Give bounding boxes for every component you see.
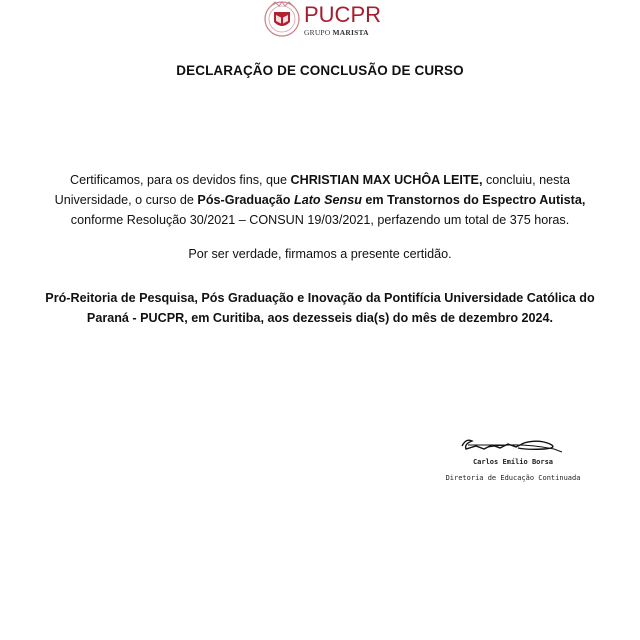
course-prefix: Pós-Graduação bbox=[197, 193, 295, 207]
pucpr-crest-icon bbox=[262, 0, 302, 38]
group-prefix: GRUPO bbox=[304, 28, 331, 37]
brand-name: PUCPR bbox=[304, 2, 382, 27]
text-segment: conforme Resolução 30/2021 – CONSUN 19/03/2021, perfazendo um total de 375 horas. bbox=[70, 213, 570, 227]
signatory-name: Carlos Emílio Borsa bbox=[472, 458, 554, 466]
text-segment: Certificamos, para os devidos fins, que bbox=[70, 173, 291, 187]
signatory-role: Diretoria de Educação Continuada bbox=[445, 474, 581, 482]
group-name: MARISTA bbox=[332, 28, 369, 37]
course-name bbox=[197, 193, 585, 207]
course-suffix: em Transtornos do Espectro Autista, bbox=[361, 193, 586, 207]
text-segment: concluiu, nesta Universidade, o curso de bbox=[54, 173, 570, 207]
attestation-paragraph: Por ser verdade, firmamos a presente certidão. bbox=[188, 247, 452, 261]
handwritten-signature-icon bbox=[458, 436, 568, 454]
brand-group bbox=[304, 28, 369, 37]
student-name: CHRISTIAN MAX UCHÔA LEITE, bbox=[290, 173, 483, 187]
issuer-paragraph: Pró-Reitoria de Pesquisa, Pós Graduação e Inovação da Pontifícia Universidade Católica do Paraná - PUCPR, em Curitiba, aos dezesseis dia(s) do mês de dezembro 2024. bbox=[45, 291, 595, 325]
certification-paragraph bbox=[30, 170, 610, 230]
document-title: DECLARAÇÃO DE CONCLUSÃO DE CURSO bbox=[176, 63, 464, 78]
course-type: Lato Sensu bbox=[294, 193, 362, 207]
